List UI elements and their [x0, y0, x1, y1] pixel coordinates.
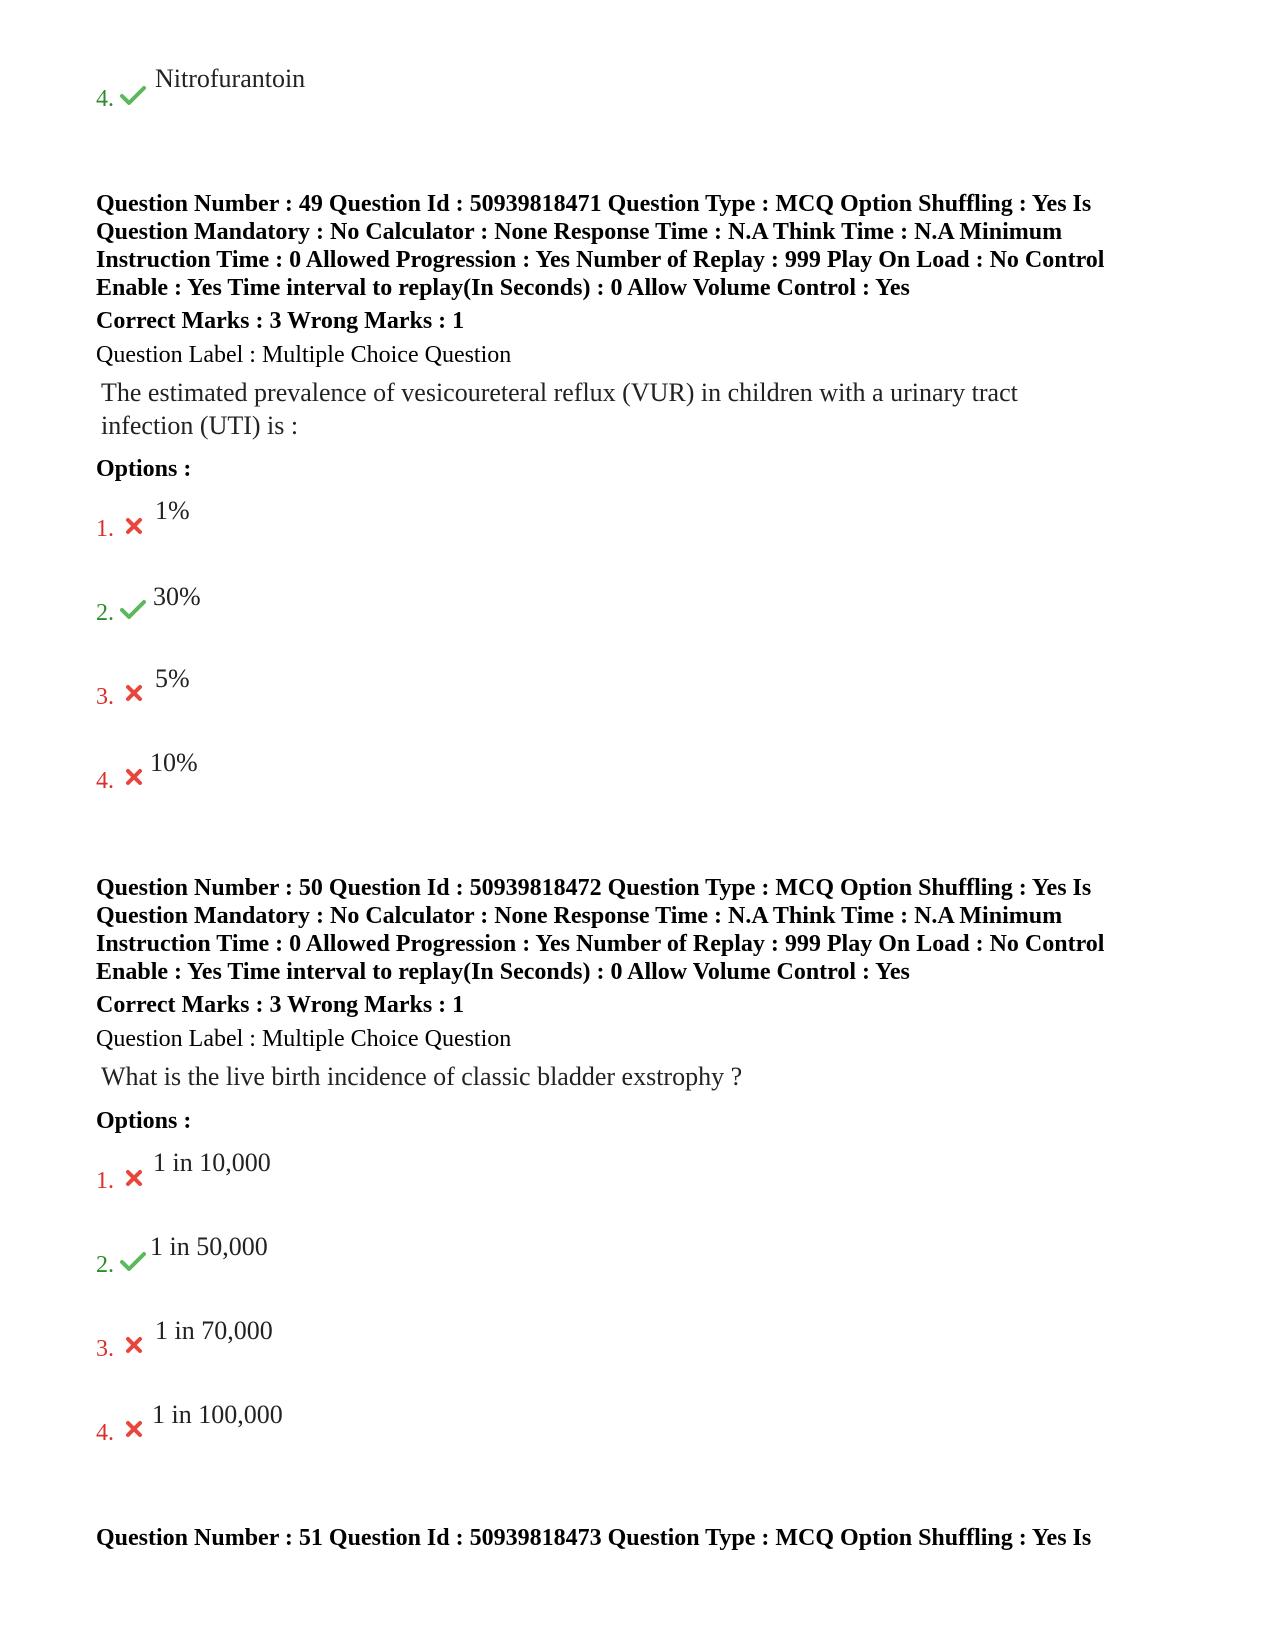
option-text: 10%	[150, 748, 198, 777]
question-meta	[96, 190, 1196, 302]
cross-icon	[122, 682, 148, 704]
cross-icon	[122, 766, 148, 788]
cross-icon	[122, 1167, 148, 1189]
option-text: Nitrofurantoin	[155, 64, 306, 93]
options-heading: Options :	[96, 1108, 192, 1134]
option-text: 1 in 100,000	[152, 1400, 283, 1429]
check-icon	[120, 598, 146, 620]
cross-icon	[122, 1334, 148, 1356]
marks-line: Correct Marks : 3 Wrong Marks : 1	[96, 308, 465, 334]
option-text: 1 in 10,000	[153, 1148, 271, 1177]
question-text	[101, 1060, 742, 1093]
check-icon	[120, 1250, 146, 1272]
question-text	[101, 376, 1018, 442]
meta-line: Question Number : 50 Question Id : 50939818472 Question Type : MCQ Option Shuffling : Yes Is	[96, 875, 1092, 901]
question-meta	[96, 1524, 1196, 1552]
option-text: 1 in 50,000	[150, 1232, 268, 1261]
meta-line: Instruction Time : 0 Allowed Progression : Yes Number of Replay : 999 Play On Load : No Control	[96, 247, 1105, 273]
option-number: 4.	[96, 86, 114, 112]
question-label: Question Label : Multiple Choice Question	[96, 1026, 512, 1052]
option-number: 3.	[96, 1336, 114, 1362]
option-number: 4.	[96, 768, 114, 794]
option-number: 3.	[96, 684, 114, 710]
meta-line: Instruction Time : 0 Allowed Progression : Yes Number of Replay : 999 Play On Load : No Control	[96, 931, 1105, 957]
option-number: 1.	[96, 516, 114, 542]
marks-line: Correct Marks : 3 Wrong Marks : 1	[96, 992, 465, 1018]
meta-line: Question Mandatory : No Calculator : None Response Time : N.A Think Time : N.A Minimum	[96, 219, 1063, 245]
option-text: 1%	[155, 496, 190, 525]
check-icon	[120, 84, 146, 106]
question-text-line: infection (UTI) is :	[101, 411, 299, 440]
option-text: 30%	[153, 582, 201, 611]
question-text-line: What is the live birth incidence of classic bladder exstrophy ?	[101, 1062, 743, 1091]
option-text: 5%	[155, 664, 190, 693]
meta-line: Question Number : 49 Question Id : 50939818471 Question Type : MCQ Option Shuffling : Yes Is	[96, 191, 1092, 217]
meta-line: Enable : Yes Time interval to replay(In Seconds) : 0 Allow Volume Control : Yes	[96, 275, 910, 301]
cross-icon	[122, 1418, 148, 1440]
option-number: 2.	[96, 600, 114, 626]
option-number: 2.	[96, 1252, 114, 1278]
meta-line: Enable : Yes Time interval to replay(In Seconds) : 0 Allow Volume Control : Yes	[96, 959, 910, 985]
option-number: 1.	[96, 1168, 114, 1194]
option-text: 1 in 70,000	[155, 1316, 273, 1345]
meta-line: Question Mandatory : No Calculator : None Response Time : N.A Think Time : N.A Minimum	[96, 903, 1063, 929]
cross-icon	[122, 515, 148, 537]
meta-line: Question Number : 51 Question Id : 50939818473 Question Type : MCQ Option Shuffling : Yes Is	[96, 1525, 1092, 1551]
options-heading: Options :	[96, 456, 192, 482]
option-number: 4.	[96, 1420, 114, 1446]
question-meta	[96, 874, 1196, 986]
question-text-line: The estimated prevalence of vesicoureteral reflux (VUR) in children with a urinary tract	[101, 378, 1018, 407]
question-label: Question Label : Multiple Choice Question	[96, 342, 512, 368]
